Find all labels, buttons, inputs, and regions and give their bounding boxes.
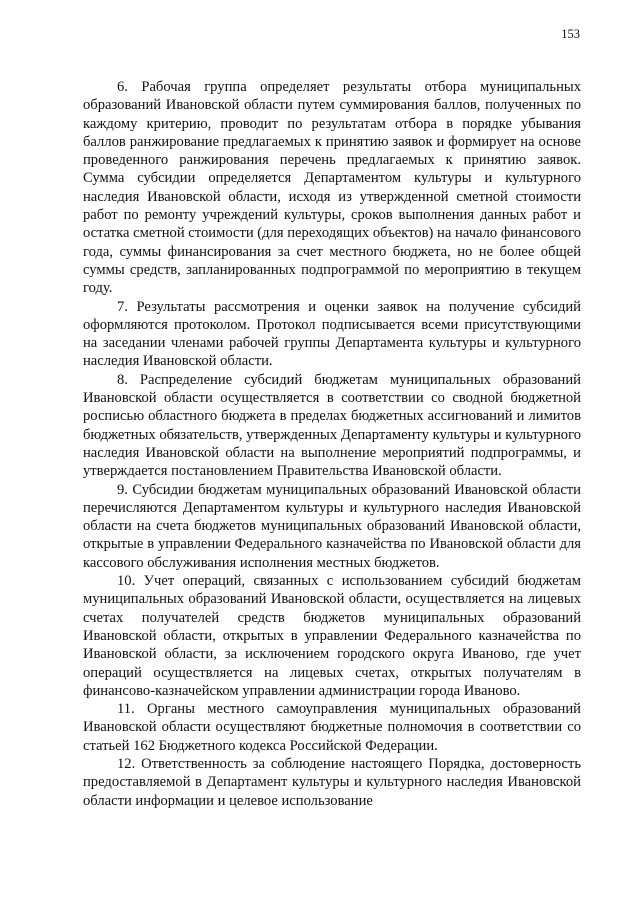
page-number: 153 — [561, 27, 580, 41]
paragraph-6: 6. Рабочая группа определяет результаты отбора муниципальных образований Ивановской области путем суммирования баллов, полученных по каждому критерию, проводит по результатам отбора в порядке убывания баллов ранжирование предлагаемых к принятию заявок и формирует на основе проведенного ранжирования перечень предлагаемых к принятию заявок. Сумма субсидии определяется Департаментом культуры и культурного наследия Ивановской области, исходя из утвержденной сметной стоимости работ по ремонту учреждений культуры, сроков выполнения данных работ и остатка сметной стоимости (для переходящих объектов) на начало финансового года, суммы финансирования за счет местного бюджета, но не более общей суммы средств, запланированных подпрограммой по мероприятию в текущем году. — [83, 79, 581, 297]
paragraph-7: 7. Результаты рассмотрения и оценки заявок на получение субсидий оформляются протоколом. Протокол подписывается всеми присутствующими на заседании членами рабочей группы Департамента культуры и культурного наследия Ивановской области. — [83, 298, 581, 370]
document-body — [83, 78, 581, 810]
paragraph-11: 11. Органы местного самоуправления муниципальных образований Ивановской области осуществляют бюджетные полномочия в соответствии со статьей 162 Бюджетного кодекса Российской Федерации. — [83, 701, 581, 754]
paragraph-9: 9. Субсидии бюджетам муниципальных образований Ивановской области перечисляются Департаментом культуры и культурного наследия Ивановской области на счета бюджетов муниципальных образований Ивановской области, открытые в управлении Федерального казначейства по Ивановской области для кассового обслуживания исполнения местных бюджетов. — [83, 481, 581, 571]
paragraph-8: 8. Распределение субсидий бюджетам муниципальных образований Ивановской области осуществляется в соответствии со сводной бюджетной росписью областного бюджета в пределах бюджетных ассигнований и лимитов бюджетных обязательств, утвержденных Департаменту культуры и культурного наследия Ивановской области на выполнение мероприятий подпрограммы, и утверждается постановлением Правительства Ивановской области. — [83, 371, 581, 480]
paragraph-12: 12. Ответственность за соблюдение настоящего Порядка, достоверность предоставляемой в Департамент культуры и культурного наследия Ивановской области информации и целевое использование — [83, 755, 581, 809]
paragraph-10: 10. Учет операций, связанных с использованием субсидий бюджетам муниципальных образований Ивановской области, осуществляется на лицевых счетах получателей средств бюджетов муниципальных образований Ивановской области, открытых в управлении Федерального казначейства по Ивановской области, за исключением городского округа Иваново, где учет операций осуществляется на лицевых счетах, открытых получателям в финансово-казначейском управлении администрации города Иваново. — [83, 573, 581, 699]
